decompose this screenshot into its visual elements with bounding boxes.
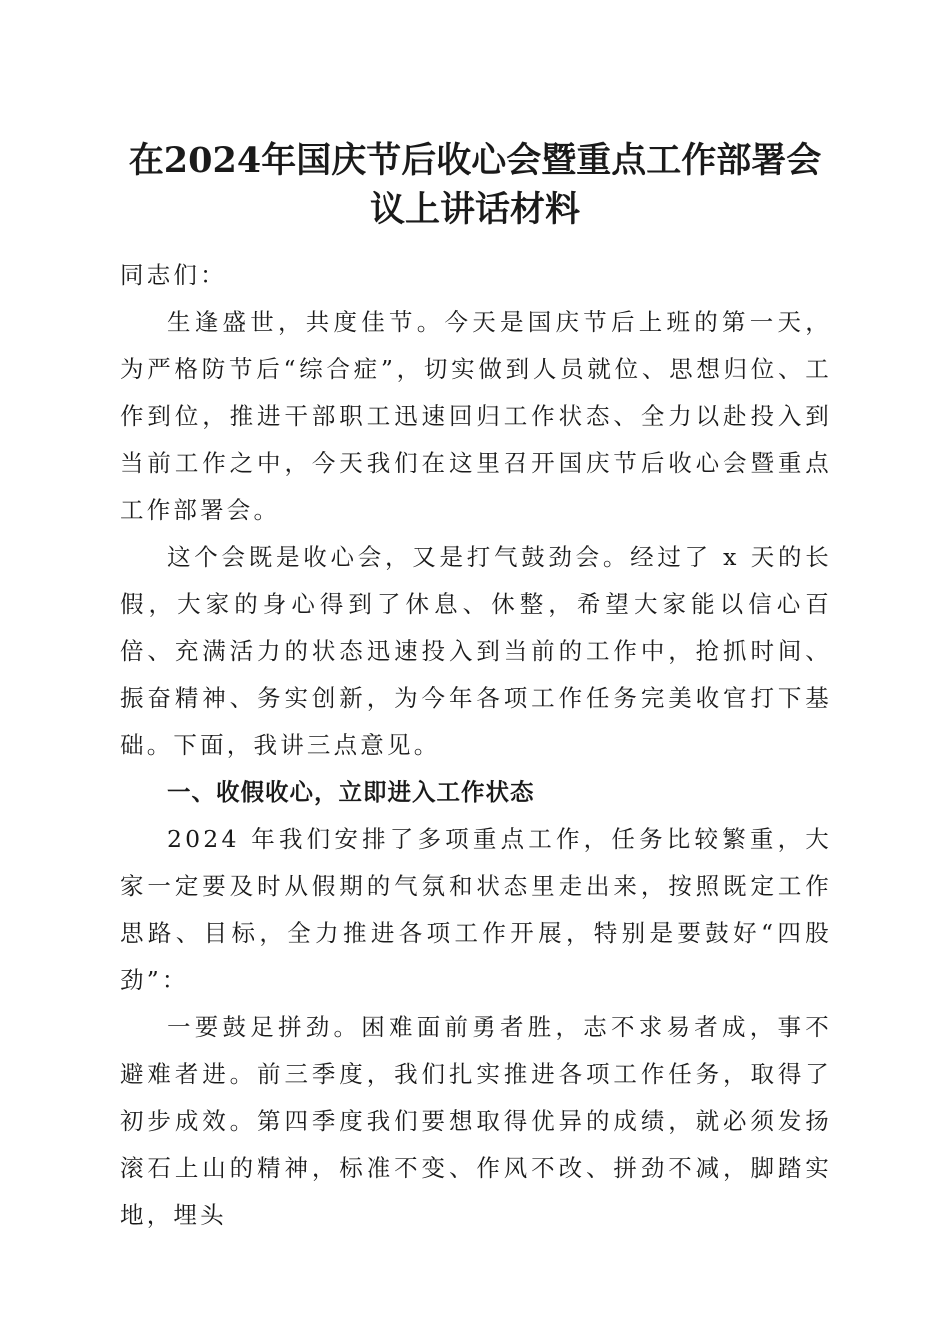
paragraph-opening: 生逢盛世，共度佳节。今天是国庆节后上班的第一天，为严格防节后“综合症”，切实做到人员就位、思想归位、工作到位，推进干部职工迅速回归工作状态、全力以赴投入到当前工作之中，今天我们在这里召开国庆节后收心会暨重点工作部署会。 (120, 308, 832, 524)
document-title (110, 136, 840, 234)
title-line-1: 在2024年国庆节后收心会暨重点工作部署会 (128, 140, 822, 181)
section-paragraph-intro: 2024 年我们安排了多项重点工作，任务比较繁重，大家一定要及时从假期的气氛和状态里走出来，按照既定工作思路、目标，全力推进各项工作开展，特别是要鼓好“四股劲”： (120, 825, 832, 994)
section-heading-1: 一、收假收心，立即进入工作状态 (167, 778, 535, 806)
paragraph-purpose: 这个会既是收心会，又是打气鼓劲会。经过了 x 天的长假，大家的身心得到了休息、休整，希望大家能以信心百倍、充满活力的状态迅速投入到当前的工作中，抢抓时间、振奋精神、务实创新，为今年各项工作任务完美收官打下基础。下面，我讲三点意见。 (120, 543, 832, 759)
title-line-2: 议上讲话材料 (369, 189, 580, 230)
document-body (120, 252, 832, 1239)
section-paragraph-first-point: 一要鼓足拼劲。困难面前勇者胜，志不求易者成，事不避难者进。前三季度，我们扎实推进各项工作任务，取得了初步成效。第四季度我们要想取得优异的成绩，就必须发扬滚石上山的精神，标准不变、作风不改、拼劲不减，脚踏实地，埋头 (120, 1013, 832, 1229)
salutation: 同志们： (120, 261, 227, 289)
